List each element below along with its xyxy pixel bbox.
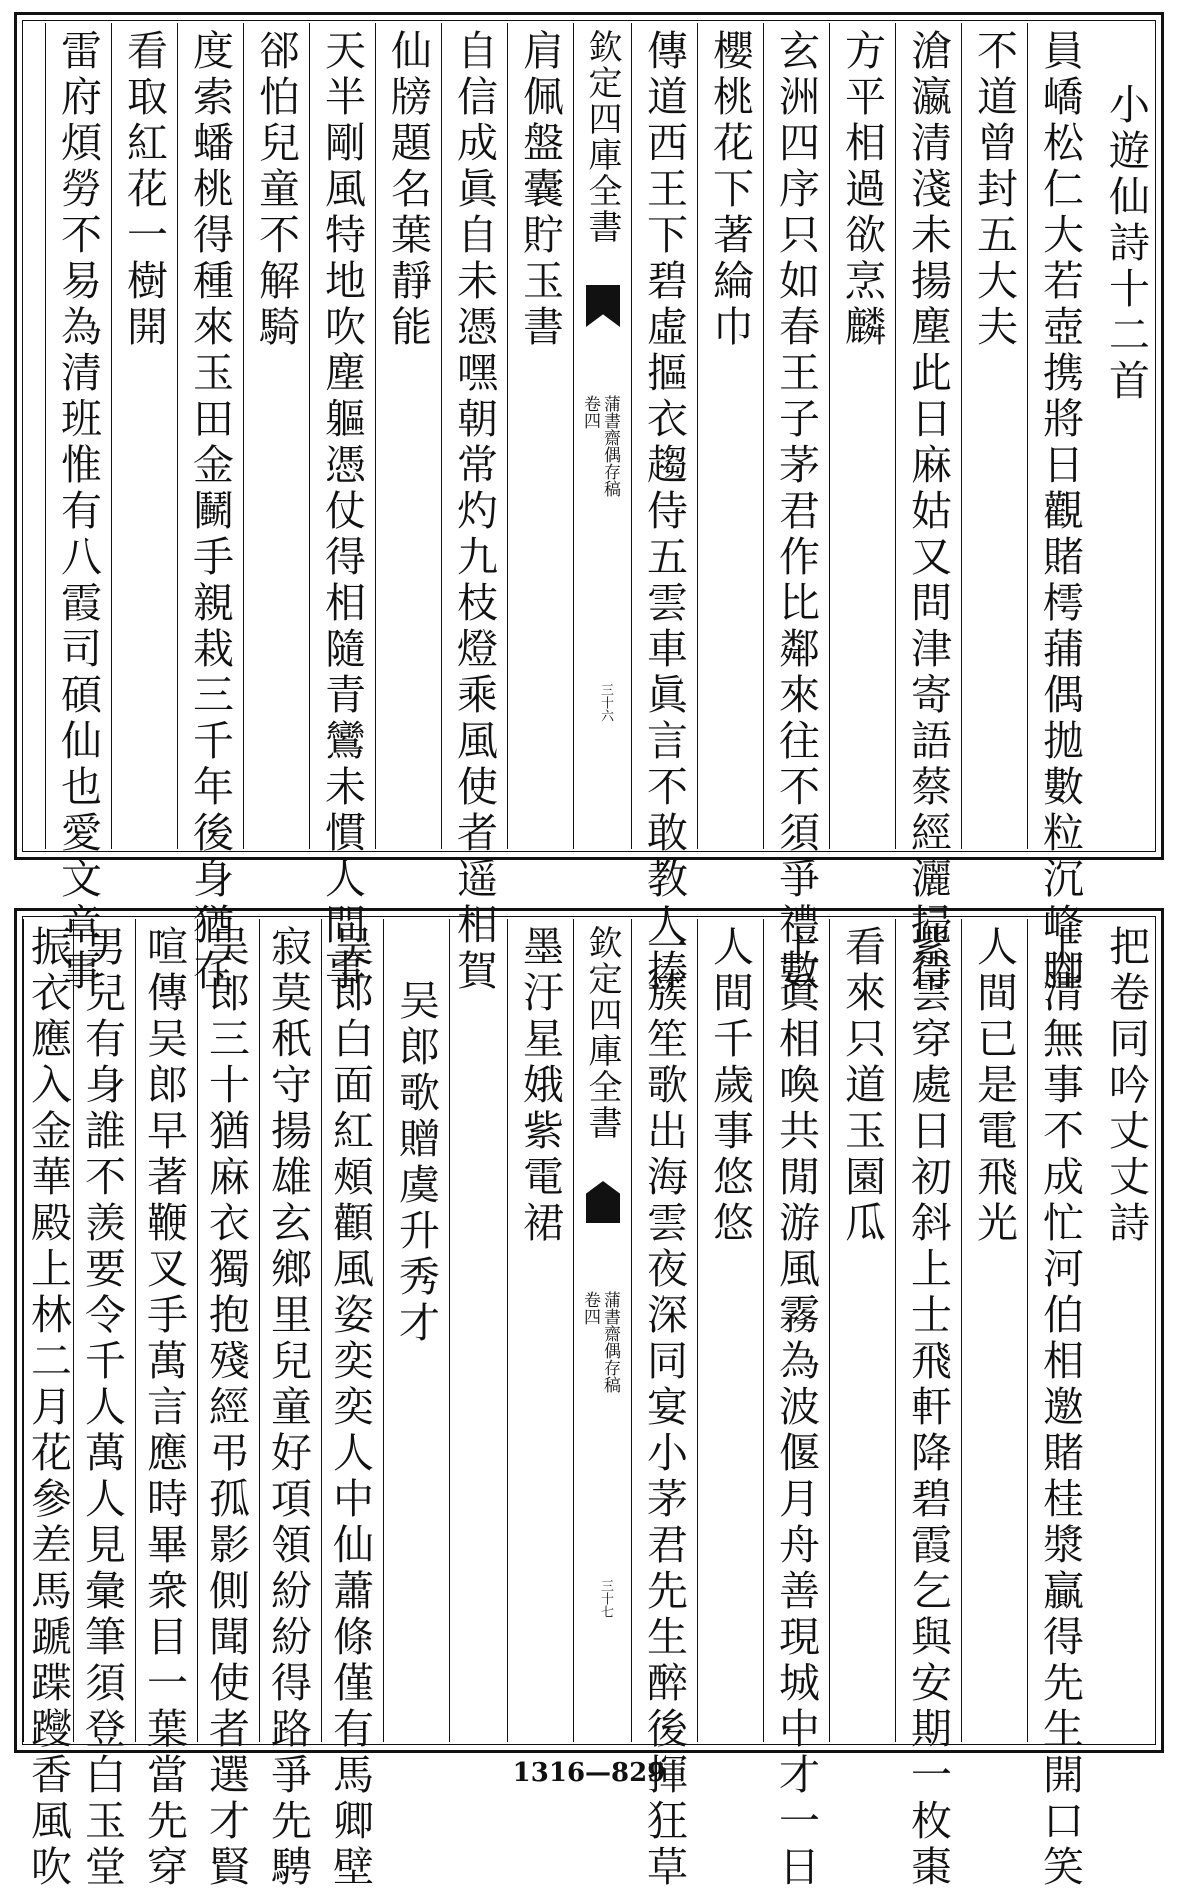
text-column <box>697 919 763 1742</box>
text-line: 方平相過欲烹麟 <box>838 29 886 351</box>
page-number: 三十七 <box>598 1579 613 1618</box>
text-column <box>23 919 73 1891</box>
text-line: 不道曾封五大夫 <box>970 29 1018 351</box>
text-column <box>1027 919 1093 1891</box>
text-column <box>631 23 697 995</box>
text-line: 看來只道玉園瓜 <box>838 925 886 1247</box>
text-column <box>763 919 829 1891</box>
poem-title: 小遊仙詩十二首 <box>1102 83 1150 405</box>
text-column <box>895 919 961 1891</box>
text-column <box>829 919 895 1742</box>
text-column <box>961 919 1027 1742</box>
center-fold-header <box>573 23 631 849</box>
text-line: 喧傳吴郎早著鞭叉手萬言應時畢衆目一葉當先穿 <box>140 925 188 1891</box>
poem-title: 吴郎歌贈虞升秀才 <box>392 979 440 1347</box>
text-line: 雷府煩勞不易為清班惟有八霞司碩仙也愛文章事 <box>54 29 102 995</box>
text-line: 仙牓題名葉靜能 <box>384 29 432 351</box>
text-line: 把卷同吟丈丈詩 <box>1102 925 1150 1247</box>
fish-tail-mark-icon <box>586 285 620 327</box>
text-line: 上眞相喚共閒游風霧為波偃月舟善現城中才一日 <box>772 925 820 1891</box>
text-column <box>829 23 895 849</box>
text-column <box>309 23 375 995</box>
volume-label: 卷四 <box>580 395 600 429</box>
text-line: 自信成眞自未憑嘿朝常灼九枝燈乘風使者遥相賀 <box>450 29 498 995</box>
text-column <box>73 919 135 1891</box>
center-fold-header <box>573 919 631 1742</box>
text-column <box>507 23 573 849</box>
text-line: 男兒有身誰不羡要令千人萬人見彙筆須登白玉堂 <box>78 925 126 1891</box>
text-column <box>375 23 441 849</box>
text-line: 吴郎三十猶麻衣獨抱殘經弔孤影側聞使者選才賢 <box>202 925 250 1891</box>
text-column <box>895 23 961 995</box>
text-column <box>177 23 243 995</box>
text-column <box>321 919 383 1891</box>
text-column <box>259 919 321 1891</box>
text-line: 肩佩盤囊貯玉書 <box>516 29 564 351</box>
text-line: 天半剛風特地吹塵軀憑仗得相隨青鸞未慣人間事 <box>318 29 366 995</box>
text-column <box>697 23 763 849</box>
catalog-number: 1316—829 <box>512 1758 666 1788</box>
text-line: 振衣應入金華殿上林二月花參差馬蹏蹀躞香風吹 <box>24 925 72 1891</box>
text-column <box>111 23 177 849</box>
text-column <box>1093 23 1159 849</box>
book-title: 欽定四庫全書 <box>582 925 622 1141</box>
text-column <box>763 23 829 995</box>
text-line: 吴郎白面紅頰顴風姿奕奕人中仙蕭條僅有馬卿壁 <box>326 925 374 1891</box>
text-column <box>197 919 259 1891</box>
text-column <box>1093 919 1159 1742</box>
text-line: 上清無事不成忙河伯相邀賭桂漿贏得先生開口笑 <box>1036 925 1084 1891</box>
book-subtitle: 蒲書齋偶存稿 <box>600 395 620 497</box>
top-page-columns <box>25 23 1153 995</box>
text-column <box>243 23 309 849</box>
text-line: 員嶠松仁大若壺携將日觀賭樗蒱偶拋數粒沉峰腳 <box>1036 29 1084 995</box>
text-line: 郤怕兒童不解騎 <box>252 29 300 351</box>
text-column <box>507 919 573 1742</box>
text-line: 傳道西王下碧虛摳衣趨侍五雲車眞言不敢教人捧 <box>640 29 688 995</box>
text-column <box>1027 23 1093 995</box>
text-line: 玄洲四序只如春王子茅君作比鄰來往不須爭禮數 <box>772 29 820 995</box>
text-column <box>631 919 697 1891</box>
text-column <box>45 23 111 995</box>
text-line: 一簇笙歌出海雲夜深同宴小茅君先生醉後揮狂草 <box>640 925 688 1891</box>
text-line: 墨汙星娥紫電裙 <box>516 925 564 1247</box>
text-column <box>383 919 449 1742</box>
text-line: 寂莫秖守揚雄玄鄉里兒童好項領紛紛得路爭先騁 <box>264 925 312 1891</box>
text-line: 看取紅花一樹開 <box>120 29 168 351</box>
blank-column <box>449 919 507 1742</box>
volume-label: 卷四 <box>580 1291 600 1325</box>
text-line: 滄瀛清淺未揚塵此日麻姑又問津寄語蔡經灑掃待 <box>904 29 952 995</box>
text-line: 櫻桃花下著綸巾 <box>706 29 754 351</box>
fish-tail-mark-icon <box>586 1181 620 1223</box>
text-line: 人間千歲事悠悠 <box>706 925 754 1247</box>
text-line: 紫雲穿處日初斜上士飛軒降碧霞乞與安期一枚棗 <box>904 925 952 1891</box>
text-line: 度索蟠桃得種來玉田金鬭手親栽三千年後身猶在 <box>186 29 234 995</box>
text-column <box>441 23 507 995</box>
book-subtitle: 蒲書齋偶存稿 <box>600 1291 620 1393</box>
text-column <box>135 919 197 1891</box>
book-title: 欽定四庫全書 <box>582 29 622 245</box>
page-number: 三十六 <box>598 683 613 722</box>
text-line: 人間已是電飛光 <box>970 925 1018 1247</box>
text-column <box>961 23 1027 849</box>
top-page-frame <box>14 12 1164 995</box>
